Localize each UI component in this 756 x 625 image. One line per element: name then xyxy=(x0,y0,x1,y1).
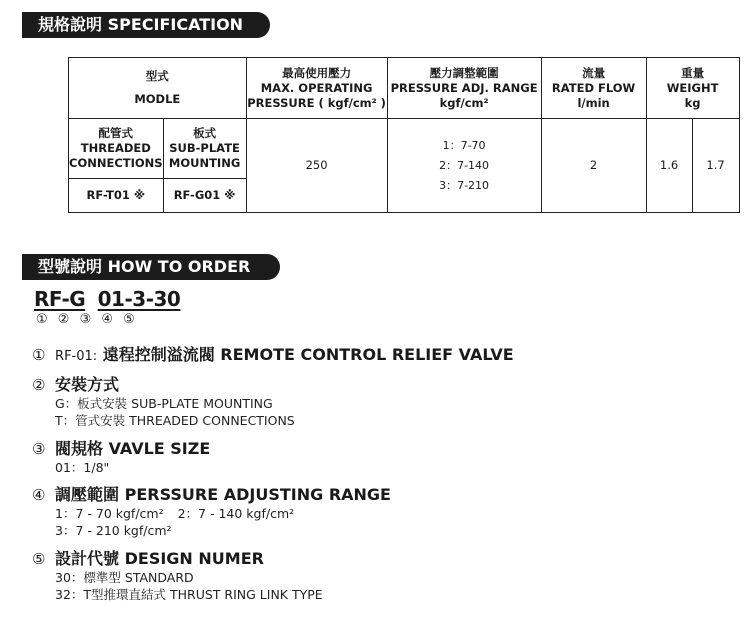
flow-header-en1: RATED FLOW xyxy=(551,80,636,95)
weight-header xyxy=(646,58,739,119)
order-item-3-title: 閥規格 VAVLE SIZE xyxy=(55,439,211,458)
order-item-5 xyxy=(32,546,264,569)
threaded-model-code: RF-T01 ※ xyxy=(69,179,164,213)
order-item-5-num: ⑤ xyxy=(32,550,46,568)
max-pressure-header-en1: MAX. OPERATING xyxy=(260,80,373,95)
model-header-en: MODLE xyxy=(134,92,181,106)
range-2: 2：7-140 xyxy=(439,158,490,172)
order-item-2-line-1: G：板式安裝 SUB-PLATE MOUNTING xyxy=(55,396,273,411)
order-item-5-title: 設計代號 DESIGN NUMER xyxy=(55,549,264,568)
range-option-1: 1：7 - 70 kgf/cm² xyxy=(55,506,164,521)
max-pressure-value: 250 xyxy=(246,119,387,213)
order-item-5-line-1: 30：標準型 STANDARD xyxy=(55,570,194,585)
order-item-2-title: 安裝方式 xyxy=(55,375,120,394)
model-header xyxy=(69,58,247,119)
flow-header xyxy=(541,58,646,119)
order-item-1-title: 遠程控制溢流閥 REMOTE CONTROL RELIEF VALVE xyxy=(102,345,514,364)
max-pressure-header-en2: PRESSURE ( kgf/cm² ) xyxy=(247,95,386,110)
threaded-en1: THREADED xyxy=(80,141,151,155)
max-pressure-header-zh: 最高使用壓力 xyxy=(282,65,352,80)
order-item-2-line-2: T：管式安裝 THREADED CONNECTIONS xyxy=(55,413,295,428)
weight-header-en1: WEIGHT xyxy=(666,80,719,95)
model-header-zh: 型式 xyxy=(145,69,169,83)
threaded-en2: CONNECTIONS xyxy=(69,156,163,170)
flow-value: 2 xyxy=(541,119,646,213)
weight-header-zh: 重量 xyxy=(681,65,705,80)
order-item-4 xyxy=(32,482,391,505)
order-item-3 xyxy=(32,436,210,459)
adj-range-header xyxy=(387,58,541,119)
code-segment-series: RF-G xyxy=(34,287,86,311)
threaded-type-cell xyxy=(69,119,164,179)
weight-subplate-value: 1.7 xyxy=(692,119,739,213)
subplate-en1: SUB-PLATE xyxy=(169,141,240,155)
weight-threaded-value: 1.6 xyxy=(646,119,692,213)
spec-section-banner: 規格說明 SPECIFICATION xyxy=(22,12,270,38)
range-option-2: 2：7 - 140 kgf/cm² xyxy=(177,506,295,521)
order-item-4-line-1 xyxy=(55,504,294,522)
code-segment-size: 01 xyxy=(97,287,125,311)
range-3: 3：7-210 xyxy=(439,178,490,192)
weight-header-en2: kg xyxy=(684,95,701,110)
adj-range-values xyxy=(387,119,541,213)
subplate-model-code: RF-G01 ※ xyxy=(163,179,246,213)
order-item-3-num: ③ xyxy=(32,440,46,458)
spec-type-row xyxy=(69,119,740,179)
spec-table xyxy=(68,57,740,213)
adj-range-header-zh: 壓力調整範圍 xyxy=(429,65,499,80)
order-item-3-line-1: 01：1/8" xyxy=(55,460,110,475)
adj-range-header-en2: kgf/cm² xyxy=(439,95,489,110)
code-segment-range: -3- xyxy=(124,287,154,311)
flow-header-en2: l/min xyxy=(577,95,610,110)
subplate-zh: 板式 xyxy=(193,126,217,140)
order-item-1-prefix: RF-01: xyxy=(55,349,98,364)
order-item-2 xyxy=(32,372,119,395)
threaded-zh: 配管式 xyxy=(98,126,134,140)
order-item-5-line-2: 32：T型推環直結式 THRUST RING LINK TYPE xyxy=(55,587,323,602)
max-pressure-header xyxy=(246,58,387,119)
code-segment-design: 30 xyxy=(153,287,181,311)
order-section-banner: 型號說明 HOW TO ORDER xyxy=(22,254,280,280)
order-item-4-title: 調壓範圍 PERSSURE ADJUSTING RANGE xyxy=(55,485,391,504)
range-1: 1：7-70 xyxy=(442,138,486,152)
code-markers: ① ② ③ ④ ⑤ xyxy=(36,312,135,327)
subplate-en2: MOUNTING xyxy=(168,156,241,170)
order-item-4-line-2: 3：7 - 210 kgf/cm² xyxy=(55,523,172,538)
order-item-4-num: ④ xyxy=(32,486,46,504)
order-item-2-num: ② xyxy=(32,376,46,394)
flow-header-zh: 流量 xyxy=(582,65,606,80)
order-code xyxy=(34,287,180,311)
order-item-1 xyxy=(32,342,514,365)
subplate-type-cell xyxy=(163,119,246,179)
spec-header-row xyxy=(69,58,740,119)
order-item-1-num: ① xyxy=(32,346,46,364)
adj-range-header-en1: PRESSURE ADJ. RANGE xyxy=(390,80,538,95)
